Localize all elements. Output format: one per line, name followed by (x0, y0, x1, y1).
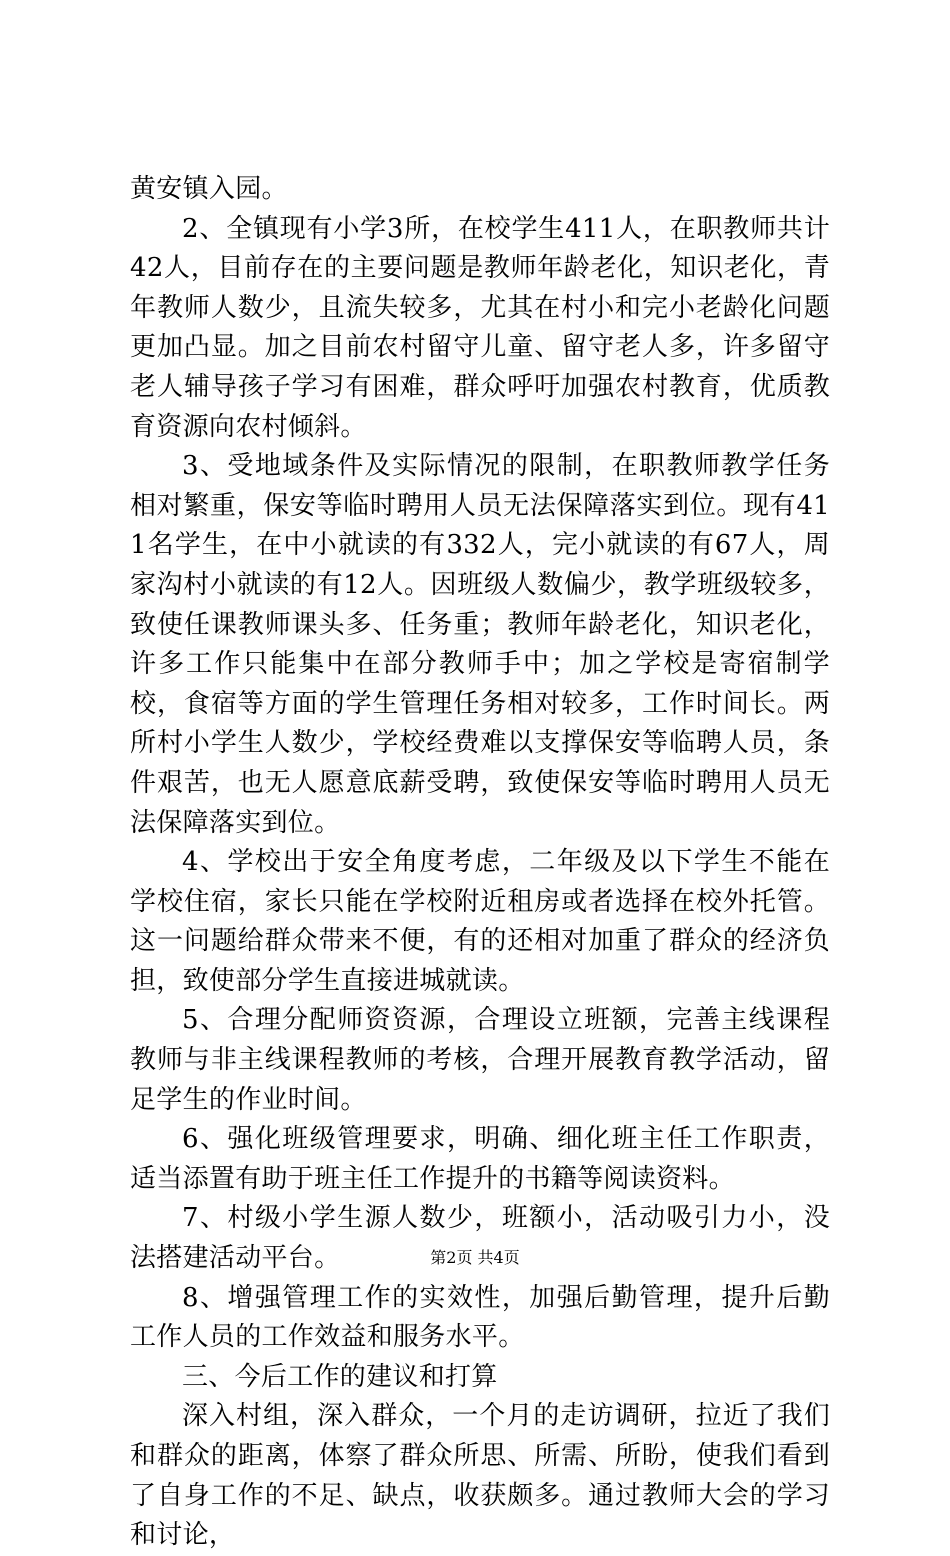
paragraph-continuation: 黄安镇入园。 (130, 174, 288, 204)
section-heading: 三、今后工作的建议和打算 (182, 1361, 498, 1392)
paragraph-item-3: 3、受地域条件及实际情况的限制，在职教师教学任务相对繁重，保安等临时聘用人员无法保障落实到位。现有411名学生，在中小就读的有332人，完小就读的有67人，周家沟村小就读的有12人。因班级人数偏少，教学班级较多，致使任课教师课头多、任务重；教师年龄老化，知识老化，许多工作只能集中在部分教师手中；加之学校是寄宿制学校，食宿等方面的学生管理任务相对较多，工作时间长。两所村小学生人数少，学校经费难以支撑保安等临聘人员，条件艰苦，也无人愿意底薪受聘，致使保安等临时聘用人员无法保障落实到位。 (130, 451, 830, 838)
page-footer: 第2页 共4页 (430, 1248, 520, 1267)
paragraph-item-6: 6、强化班级管理要求，明确、细化班主任工作职责，适当添置有助于班主任工作提升的书籍等阅读资料。 (130, 1124, 830, 1194)
paragraph-item-5: 5、合理分配师资资源，合理设立班额，完善主线课程教师与非主线课程教师的考核，合理开展教育教学活动，留足学生的作业时间。 (130, 1005, 830, 1115)
paragraph-item-7: 7、村级小学生源人数少，班额小，活动吸引力小，没法搭建活动平台。 (130, 1203, 830, 1274)
paragraph-item-4: 4、学校出于安全角度考虑，二年级及以下学生不能在学校住宿，家长只能在学校附近租房或者选择在校外托管。这一问题给群众带来不便，有的还相对加重了群众的经济负担，致使部分学生直接进城就读。 (130, 847, 830, 996)
document-body (130, 170, 830, 1556)
paragraph-item-2: 2、全镇现有小学3所，在校学生411人，在职教师共计42人，目前存在的主要问题是教师年龄老化，知识老化，青年教师人数少，且流失较多，尤其在村小和完小老龄化问题更加凸显。加之目前农村留守儿童、留守老人多，许多留守老人辅导孩子学习有困难，群众呼吁加强农村教育，优质教育资源向农村倾斜。 (130, 213, 830, 442)
paragraph-item-8: 8、增强管理工作的实效性，加强后勤管理，提升后勤工作人员的工作效益和服务水平。 (130, 1282, 830, 1353)
closing-paragraph: 深入村组，深入群众，一个月的走访调研，拉近了我们和群众的距离，体察了群众所思、所需、所盼，使我们看到了自身工作的不足、缺点，收获颇多。通过教师大会的学习和讨论， (130, 1401, 830, 1551)
